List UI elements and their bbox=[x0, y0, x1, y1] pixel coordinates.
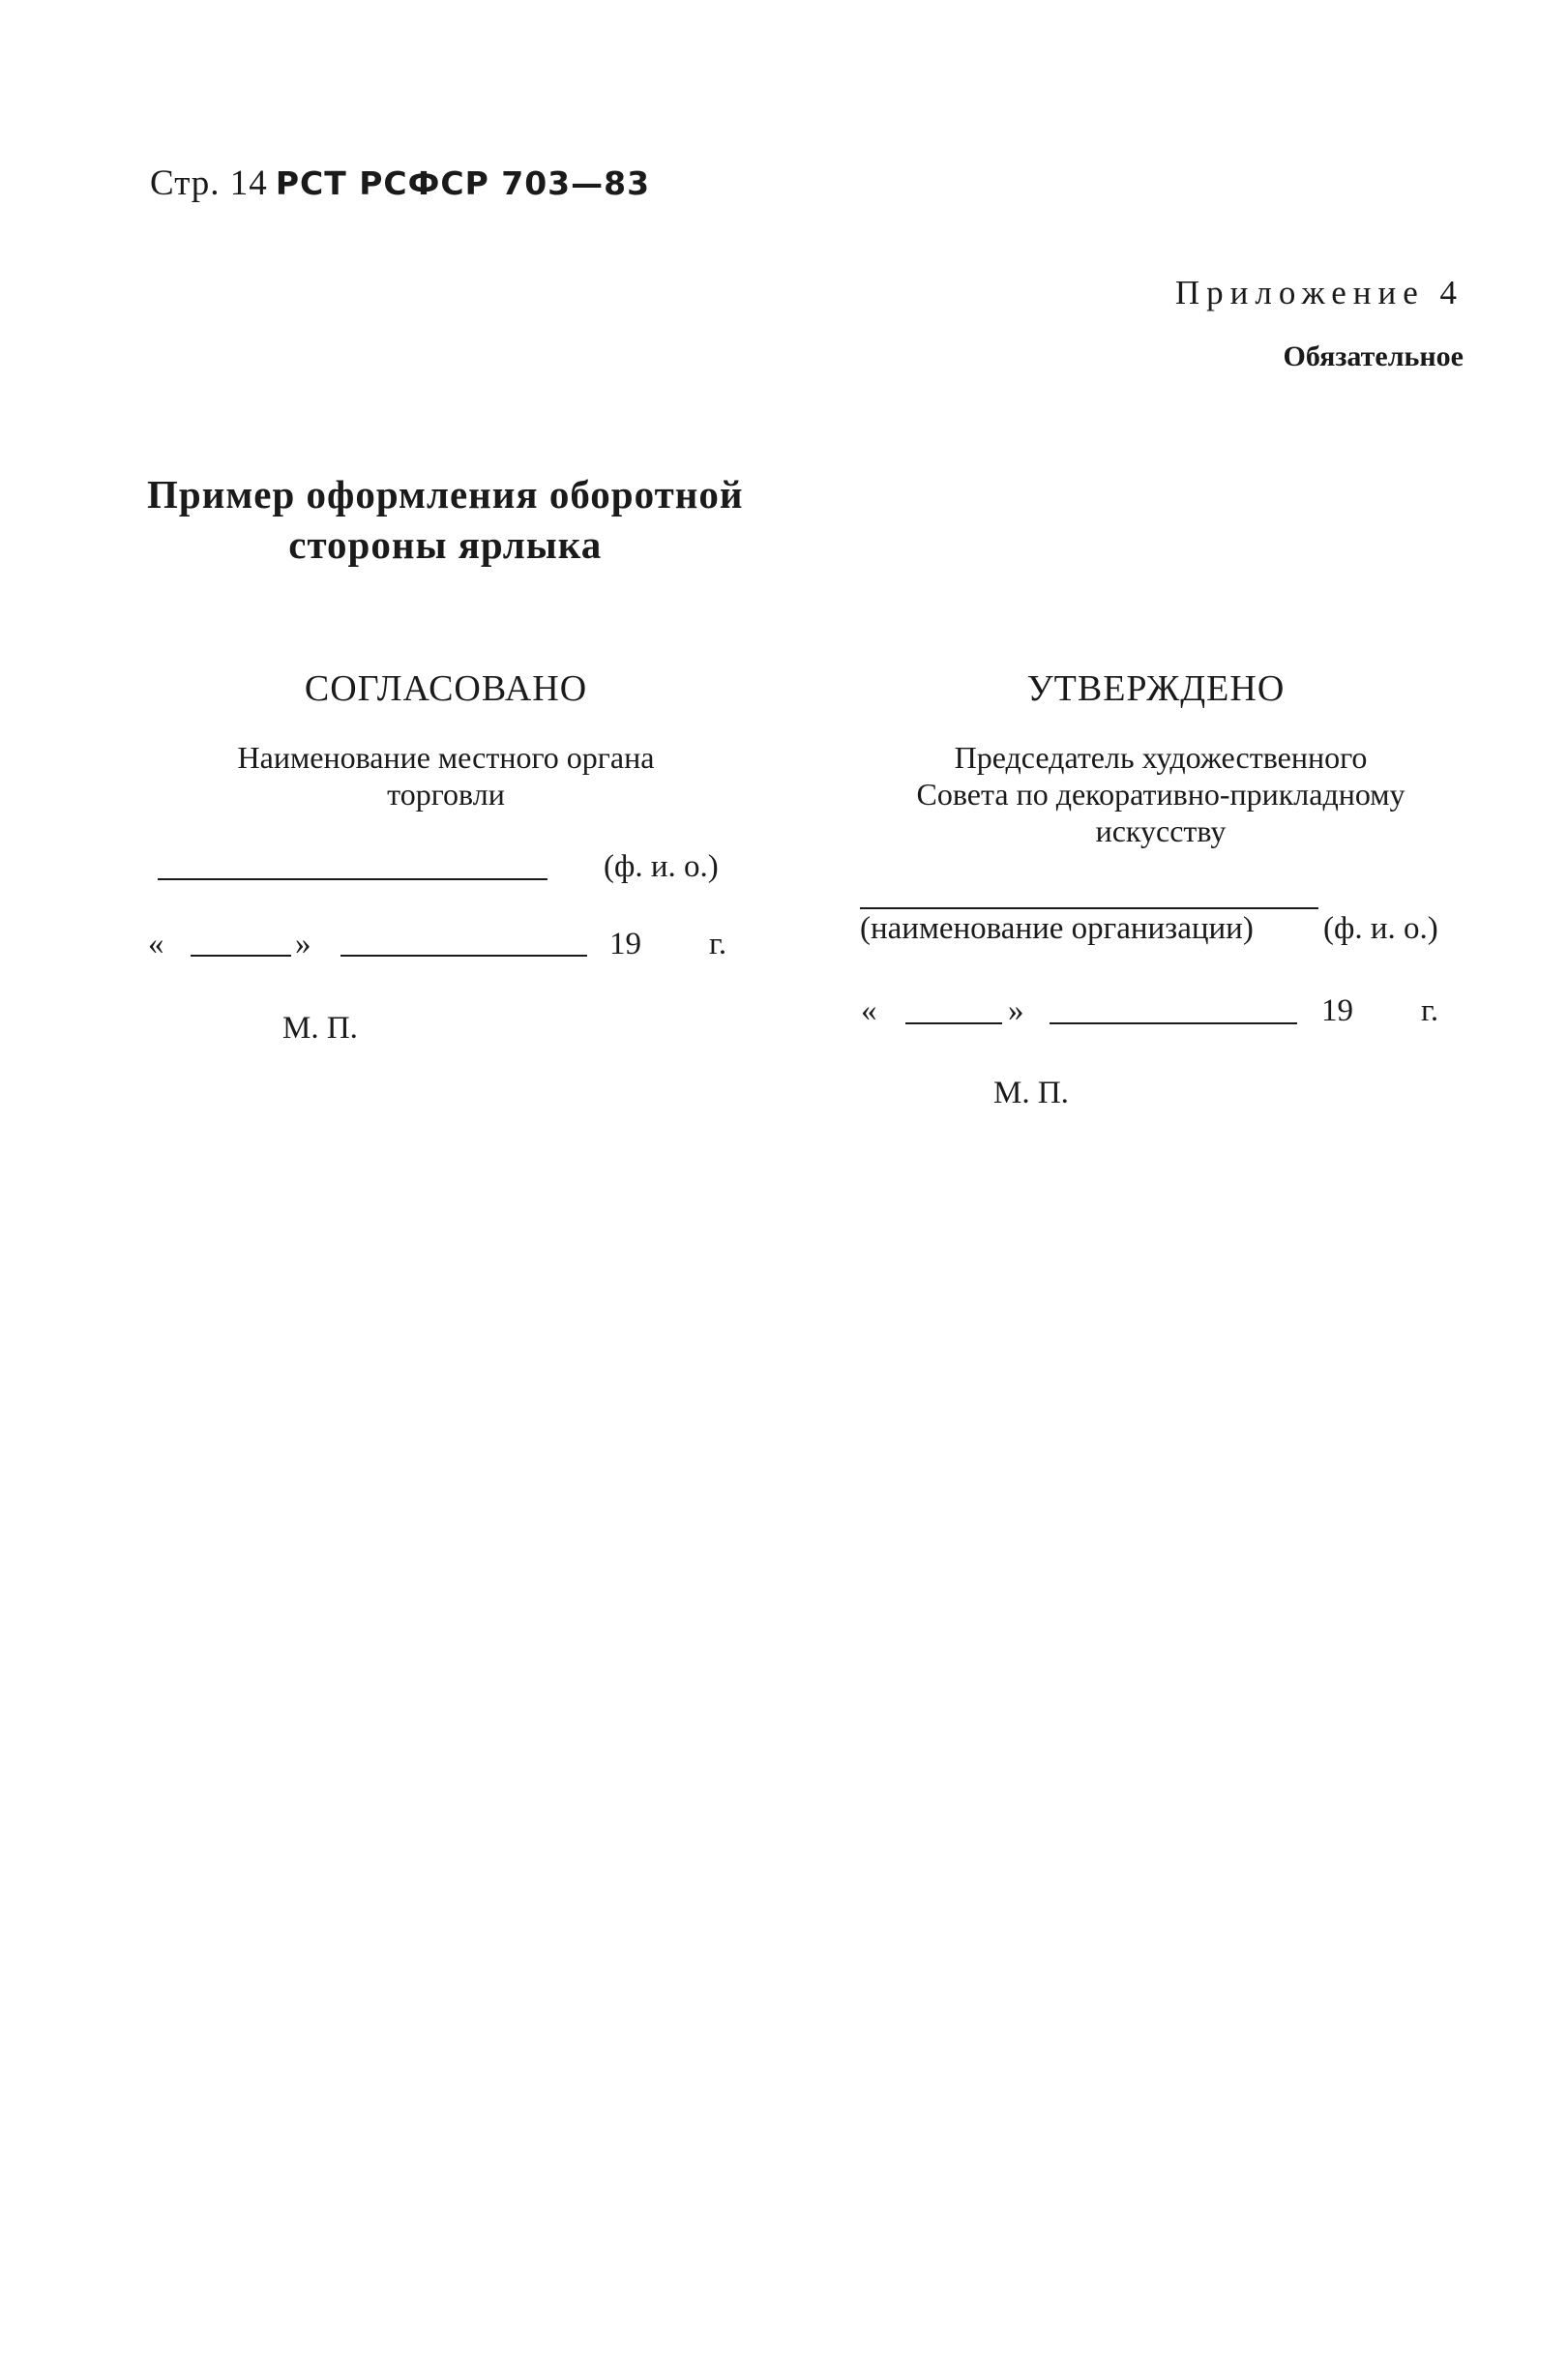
right-day-line bbox=[905, 1022, 1002, 1024]
right-quote-open: « bbox=[861, 993, 877, 1028]
right-org-label: (наименование организации) bbox=[860, 911, 1254, 946]
page-header bbox=[150, 163, 650, 204]
right-quote-close: » bbox=[1008, 993, 1024, 1028]
left-text-line-1: Наименование местного органа bbox=[237, 740, 655, 775]
left-quote-close: » bbox=[295, 927, 311, 961]
right-org-signature-line bbox=[860, 907, 1318, 909]
right-year: 19 bbox=[1321, 993, 1353, 1028]
right-name-label: (ф. и. о.) bbox=[1323, 911, 1438, 946]
left-month-line bbox=[340, 955, 587, 957]
left-day-line bbox=[191, 955, 291, 957]
appendix-status: Обязательное bbox=[1283, 340, 1464, 372]
left-heading: СОГЛАСОВАНО bbox=[304, 668, 588, 709]
right-text-line-1: Председатель художественного bbox=[954, 740, 1368, 775]
left-year: 19 bbox=[609, 927, 641, 961]
appendix-label: Приложение 4 bbox=[1174, 274, 1464, 311]
standard-code: РСТ РСФСР 703—83 bbox=[275, 164, 651, 202]
document-title bbox=[147, 469, 743, 570]
left-name-label: (ф. и. о.) bbox=[604, 849, 719, 884]
left-name-signature-line bbox=[158, 878, 547, 880]
left-text-line-2: торговли bbox=[387, 777, 505, 812]
title-line-2: стороны ярлыка bbox=[288, 522, 603, 567]
left-quote-open: « bbox=[148, 927, 164, 961]
right-year-suffix: г. bbox=[1421, 993, 1439, 1028]
left-seal-label: М. П. bbox=[282, 1011, 358, 1046]
left-year-suffix: г. bbox=[709, 927, 727, 961]
title-line-1: Пример оформления оборотной bbox=[147, 472, 744, 517]
right-text-line-3: искусству bbox=[1095, 813, 1227, 848]
right-month-line bbox=[1050, 1022, 1297, 1024]
right-text-line-2: Совета по декоративно-прикладному bbox=[916, 777, 1405, 812]
right-seal-label: М. П. bbox=[993, 1076, 1069, 1110]
page-ref: Стр. 14 bbox=[150, 163, 268, 203]
right-heading: УТВЕРЖДЕНО bbox=[1026, 668, 1286, 709]
